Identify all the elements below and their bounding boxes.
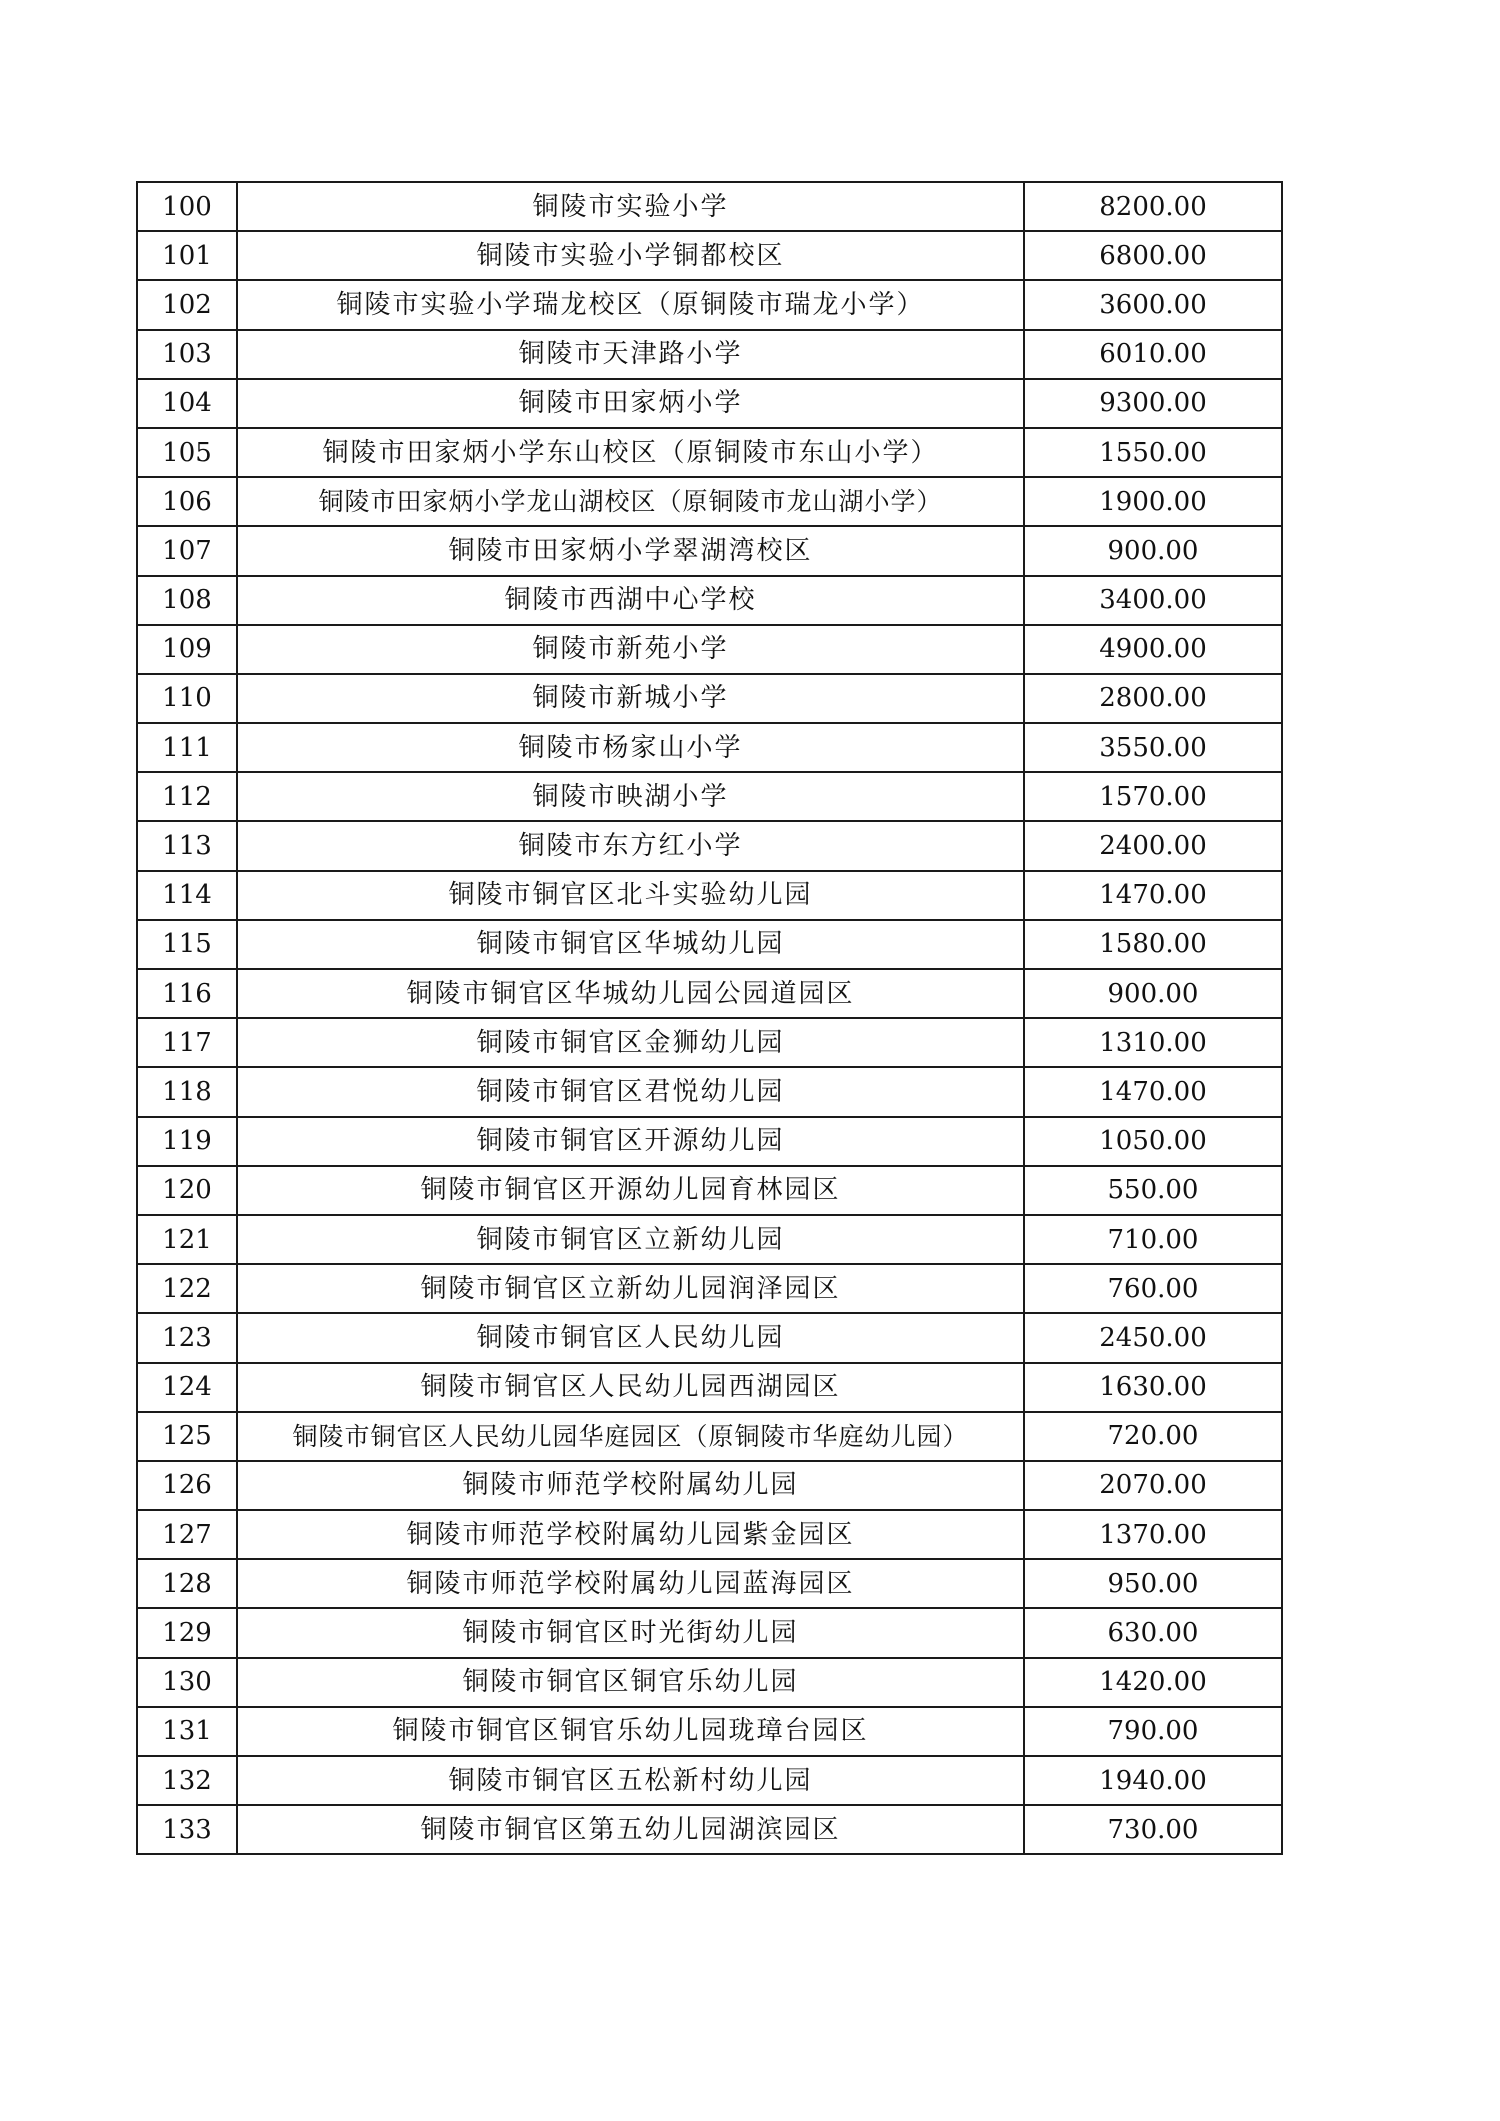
amount-cell: 3600.00 xyxy=(1024,280,1282,329)
table-row xyxy=(137,526,1282,575)
school-name-cell: 铜陵市铜官区开源幼儿园育林园区 xyxy=(237,1166,1024,1215)
table-row xyxy=(137,1559,1282,1608)
row-number-cell: 127 xyxy=(137,1510,237,1559)
school-name-cell: 铜陵市铜官区立新幼儿园润泽园区 xyxy=(237,1264,1024,1313)
school-name-cell: 铜陵市铜官区铜官乐幼儿园珑璋台园区 xyxy=(237,1707,1024,1756)
row-number-cell: 111 xyxy=(137,723,237,772)
amount-cell: 1940.00 xyxy=(1024,1756,1282,1805)
row-number-cell: 107 xyxy=(137,526,237,575)
school-name-cell: 铜陵市实验小学铜都校区 xyxy=(237,231,1024,280)
table-row xyxy=(137,1756,1282,1805)
table-row xyxy=(137,330,1282,379)
table-row xyxy=(137,182,1282,231)
amount-cell: 4900.00 xyxy=(1024,625,1282,674)
row-number-cell: 103 xyxy=(137,330,237,379)
amount-cell: 1630.00 xyxy=(1024,1363,1282,1412)
amount-cell: 3400.00 xyxy=(1024,576,1282,625)
amount-cell: 1570.00 xyxy=(1024,772,1282,821)
amount-cell: 1550.00 xyxy=(1024,428,1282,477)
row-number-cell: 131 xyxy=(137,1707,237,1756)
row-number-cell: 100 xyxy=(137,182,237,231)
row-number-cell: 125 xyxy=(137,1412,237,1461)
row-number-cell: 106 xyxy=(137,477,237,526)
amount-cell: 6800.00 xyxy=(1024,231,1282,280)
school-name-cell: 铜陵市师范学校附属幼儿园蓝海园区 xyxy=(237,1559,1024,1608)
amount-cell: 2400.00 xyxy=(1024,821,1282,870)
table-row xyxy=(137,821,1282,870)
row-number-cell: 118 xyxy=(137,1067,237,1116)
table-row xyxy=(137,625,1282,674)
school-name-cell: 铜陵市映湖小学 xyxy=(237,772,1024,821)
amount-cell: 710.00 xyxy=(1024,1215,1282,1264)
amount-cell: 1470.00 xyxy=(1024,1067,1282,1116)
amount-cell: 1420.00 xyxy=(1024,1658,1282,1707)
school-name-cell: 铜陵市新城小学 xyxy=(237,674,1024,723)
school-name-cell: 铜陵市田家炳小学 xyxy=(237,379,1024,428)
school-name-cell: 铜陵市师范学校附属幼儿园紫金园区 xyxy=(237,1510,1024,1559)
school-name-cell: 铜陵市天津路小学 xyxy=(237,330,1024,379)
table-row xyxy=(137,772,1282,821)
row-number-cell: 105 xyxy=(137,428,237,477)
school-name-cell: 铜陵市铜官区人民幼儿园 xyxy=(237,1313,1024,1362)
table-row xyxy=(137,1608,1282,1657)
row-number-cell: 129 xyxy=(137,1608,237,1657)
table-row xyxy=(137,1707,1282,1756)
table-row xyxy=(137,969,1282,1018)
amount-cell: 3550.00 xyxy=(1024,723,1282,772)
amount-cell: 1580.00 xyxy=(1024,920,1282,969)
school-name-cell: 铜陵市东方红小学 xyxy=(237,821,1024,870)
table-row xyxy=(137,871,1282,920)
amount-cell: 790.00 xyxy=(1024,1707,1282,1756)
allocation-table xyxy=(136,181,1283,1855)
table-row xyxy=(137,1805,1282,1854)
school-name-cell: 铜陵市铜官区时光街幼儿园 xyxy=(237,1608,1024,1657)
table-row xyxy=(137,1067,1282,1116)
school-name-cell: 铜陵市田家炳小学东山校区（原铜陵市东山小学） xyxy=(237,428,1024,477)
amount-cell: 1470.00 xyxy=(1024,871,1282,920)
row-number-cell: 110 xyxy=(137,674,237,723)
amount-cell: 8200.00 xyxy=(1024,182,1282,231)
row-number-cell: 128 xyxy=(137,1559,237,1608)
table-row xyxy=(137,1215,1282,1264)
table-row xyxy=(137,1461,1282,1510)
row-number-cell: 130 xyxy=(137,1658,237,1707)
row-number-cell: 112 xyxy=(137,772,237,821)
school-name-cell: 铜陵市铜官区人民幼儿园西湖园区 xyxy=(237,1363,1024,1412)
table-row xyxy=(137,1510,1282,1559)
table-row xyxy=(137,1117,1282,1166)
table-row xyxy=(137,280,1282,329)
amount-cell: 760.00 xyxy=(1024,1264,1282,1313)
school-name-cell: 铜陵市杨家山小学 xyxy=(237,723,1024,772)
row-number-cell: 119 xyxy=(137,1117,237,1166)
school-name-cell: 铜陵市铜官区金狮幼儿园 xyxy=(237,1018,1024,1067)
table-row xyxy=(137,1658,1282,1707)
school-name-cell: 铜陵市新苑小学 xyxy=(237,625,1024,674)
school-name-cell: 铜陵市师范学校附属幼儿园 xyxy=(237,1461,1024,1510)
school-name-cell: 铜陵市田家炳小学龙山湖校区（原铜陵市龙山湖小学） xyxy=(237,477,1024,526)
school-name-cell: 铜陵市铜官区华城幼儿园公园道园区 xyxy=(237,969,1024,1018)
amount-cell: 720.00 xyxy=(1024,1412,1282,1461)
school-name-cell: 铜陵市铜官区第五幼儿园湖滨园区 xyxy=(237,1805,1024,1854)
table-row xyxy=(137,1018,1282,1067)
amount-cell: 730.00 xyxy=(1024,1805,1282,1854)
row-number-cell: 124 xyxy=(137,1363,237,1412)
row-number-cell: 108 xyxy=(137,576,237,625)
row-number-cell: 132 xyxy=(137,1756,237,1805)
row-number-cell: 122 xyxy=(137,1264,237,1313)
row-number-cell: 104 xyxy=(137,379,237,428)
row-number-cell: 114 xyxy=(137,871,237,920)
school-name-cell: 铜陵市铜官区人民幼儿园华庭园区（原铜陵市华庭幼儿园） xyxy=(237,1412,1024,1461)
row-number-cell: 123 xyxy=(137,1313,237,1362)
amount-cell: 2450.00 xyxy=(1024,1313,1282,1362)
row-number-cell: 102 xyxy=(137,280,237,329)
row-number-cell: 115 xyxy=(137,920,237,969)
school-name-cell: 铜陵市田家炳小学翠湖湾校区 xyxy=(237,526,1024,575)
amount-cell: 9300.00 xyxy=(1024,379,1282,428)
table-row xyxy=(137,920,1282,969)
amount-cell: 1370.00 xyxy=(1024,1510,1282,1559)
table-row xyxy=(137,1313,1282,1362)
table-row xyxy=(137,576,1282,625)
amount-cell: 1900.00 xyxy=(1024,477,1282,526)
amount-cell: 550.00 xyxy=(1024,1166,1282,1215)
row-number-cell: 113 xyxy=(137,821,237,870)
school-name-cell: 铜陵市实验小学 xyxy=(237,182,1024,231)
amount-cell: 1050.00 xyxy=(1024,1117,1282,1166)
row-number-cell: 121 xyxy=(137,1215,237,1264)
table-row xyxy=(137,1412,1282,1461)
table-row xyxy=(137,477,1282,526)
row-number-cell: 101 xyxy=(137,231,237,280)
row-number-cell: 120 xyxy=(137,1166,237,1215)
school-name-cell: 铜陵市实验小学瑞龙校区（原铜陵市瑞龙小学） xyxy=(237,280,1024,329)
school-name-cell: 铜陵市西湖中心学校 xyxy=(237,576,1024,625)
school-name-cell: 铜陵市铜官区五松新村幼儿园 xyxy=(237,1756,1024,1805)
amount-cell: 630.00 xyxy=(1024,1608,1282,1657)
table-row xyxy=(137,428,1282,477)
table-row xyxy=(137,1166,1282,1215)
row-number-cell: 117 xyxy=(137,1018,237,1067)
table-body xyxy=(137,182,1282,1854)
amount-cell: 900.00 xyxy=(1024,526,1282,575)
table-row xyxy=(137,231,1282,280)
school-name-cell: 铜陵市铜官区华城幼儿园 xyxy=(237,920,1024,969)
row-number-cell: 133 xyxy=(137,1805,237,1854)
table-row xyxy=(137,1363,1282,1412)
table-row xyxy=(137,674,1282,723)
school-name-cell: 铜陵市铜官区君悦幼儿园 xyxy=(237,1067,1024,1116)
amount-cell: 1310.00 xyxy=(1024,1018,1282,1067)
row-number-cell: 109 xyxy=(137,625,237,674)
amount-cell: 900.00 xyxy=(1024,969,1282,1018)
row-number-cell: 126 xyxy=(137,1461,237,1510)
amount-cell: 950.00 xyxy=(1024,1559,1282,1608)
amount-cell: 2070.00 xyxy=(1024,1461,1282,1510)
table-row xyxy=(137,379,1282,428)
amount-cell: 2800.00 xyxy=(1024,674,1282,723)
school-name-cell: 铜陵市铜官区铜官乐幼儿园 xyxy=(237,1658,1024,1707)
school-name-cell: 铜陵市铜官区开源幼儿园 xyxy=(237,1117,1024,1166)
school-name-cell: 铜陵市铜官区北斗实验幼儿园 xyxy=(237,871,1024,920)
school-name-cell: 铜陵市铜官区立新幼儿园 xyxy=(237,1215,1024,1264)
table-row xyxy=(137,723,1282,772)
table-row xyxy=(137,1264,1282,1313)
row-number-cell: 116 xyxy=(137,969,237,1018)
amount-cell: 6010.00 xyxy=(1024,330,1282,379)
